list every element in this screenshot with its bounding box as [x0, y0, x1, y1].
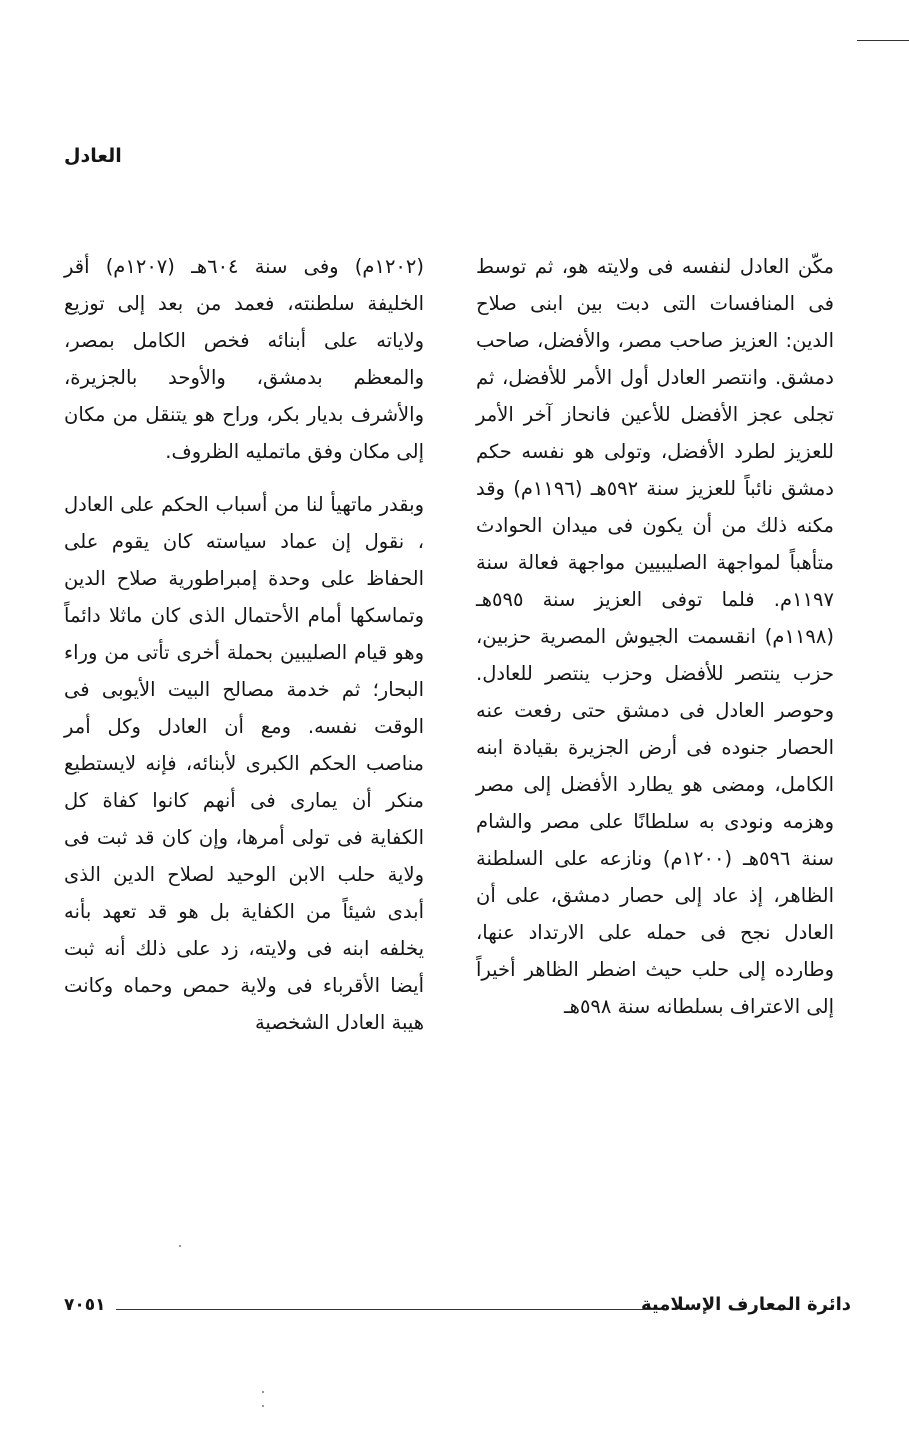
- top-edge-rule: [857, 40, 909, 41]
- right-column: [476, 248, 834, 1025]
- footer-publication-title: دائرة المعارف الإسلامية: [640, 1294, 851, 1315]
- scan-speck: [262, 1391, 264, 1393]
- left-column-paragraph-1: (١٢٠٢م) وفى سنة ٦٠٤هـ (١٢٠٧م) أقر الخليفة سلطنته، فعمد من بعد إلى توزيع ولاياته على أبنائه فخص الكامل بمصر، والمعظم بدمشق، والأوحد بالجزيرة، والأشرف بديار بكر، وراح هو يتنقل من مكان إلى مكان وفق ماتمليه الظروف.: [64, 255, 424, 463]
- left-column: [64, 248, 424, 1041]
- scan-speck: [262, 1405, 264, 1407]
- footer-rule: [116, 1309, 658, 1310]
- running-header: العادل: [64, 145, 122, 167]
- page-footer: [64, 1290, 851, 1322]
- page-number: ٧٠٥١: [64, 1295, 106, 1315]
- scan-speck: [179, 1245, 181, 1247]
- left-column-paragraph-2: وبقدر ماتهيأ لنا من أسباب الحكم على العادل ، نقول إن عماد سياسته كان يقوم على الحفاظ على وحدة إمبراطورية صلاح الدين وتماسكها أمام الأحتمال الذى كان ماثلا دائماً وهو قيام الصليبين بحملة أخرى تأتى من وراء البحار؛ ثم خدمة مصالح البيت الأيوبى فى الوقت نفسه. ومع أن العادل وكل أمر مناصب الحكم الكبرى لأبنائه، فإنه لايستطيع منكر أن يمارى فى أنهم كانوا كفاة كل الكفاية فى تولى أمرها، وإن كان قد ثبت فى ولاية حلب الابن الوحيد لصلاح الدين الذى أبدى شيئاً من الكفاية بل هو قد تعهد بأنه يخلفه ابنه فى ولايته، زد على ذلك أنه ثبت أيضا الأقرباء فى ولاية حمص وحماه وكانت هيبة العادل الشخصية: [64, 493, 424, 1034]
- right-column-paragraph: مكّن العادل لنفسه فى ولايته هو، ثم توسط فى المنافسات التى دبت بين ابنى صلاح الدين: العزيز صاحب مصر، والأفضل، صاحب دمشق. وانتصر العادل أول الأمر للأفضل، ثم تجلى عجز الأفضل للأعين فانحاز آخر الأمر للعزيز لطرد الأفضل، وتولى هو نفسه حكم دمشق نائباً للعزيز سنة ٥٩٢هـ (١١٩٦م) وقد مكنه ذلك من أن يكون فى ميدان الحوادث متأهباً لمواجهة الصليبيين مواجهة فعالة سنة ١١٩٧م. فلما توفى العزيز سنة ٥٩٥هـ (١١٩٨م) انقسمت الجيوش المصرية حزبين، حزب ينتصر للأفضل وحزب ينتصر للعادل. وحوصر العادل فى دمشق حتى رفعت عنه الحصار جنوده فى أرض الجزيرة بقيادة ابنه الكامل، ومضى هو يطارد الأفضل إلى مصر وهزمه ونودى به سلطانًا على مصر والشام سنة ٥٩٦هـ (١٢٠٠م) ونازعه على السلطنة الظاهر، إذ عاد إلى حصار دمشق، على أن العادل نجح فى حمله على الارتداد عنها، وطارده إلى حلب حيث اضطر الظاهر أخيراً إلى الاعتراف بسلطانه سنة ٥٩٨هـ: [476, 255, 834, 1018]
